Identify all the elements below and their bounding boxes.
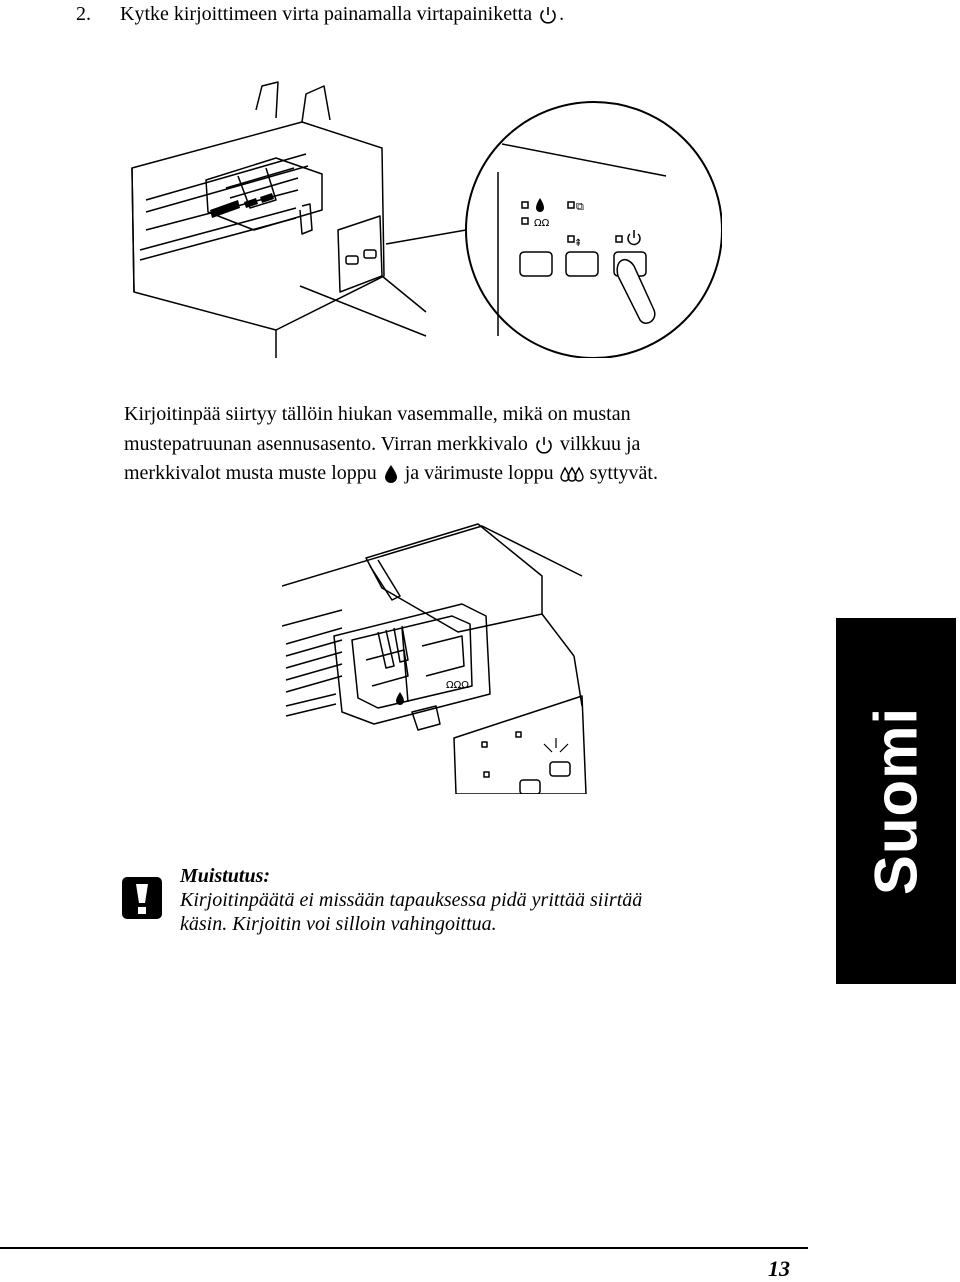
step-number: 2. [76, 3, 91, 25]
paragraph-line-2 [124, 430, 804, 460]
svg-text:ΩΩΩ: ΩΩΩ [446, 680, 469, 691]
paragraph-line-1: Kirjoitinpää siirtyy tällöin hiukan vasemmalle, mikä on mustan [124, 403, 631, 425]
description-paragraph [124, 400, 804, 489]
paragraph-line-3-c: syttyvät. [589, 462, 658, 484]
color-ink-out-icon [559, 463, 585, 485]
svg-text:⧉: ⧉ [576, 200, 584, 213]
step-text-end: . [559, 3, 565, 25]
note-line-2: käsin. Kirjoitin voi silloin vahingoittua. [180, 913, 497, 935]
language-tab [836, 618, 956, 984]
paragraph-line-3-b: ja värimuste loppu [404, 462, 554, 484]
caution-icon [120, 875, 164, 921]
page-number: 13 [768, 1256, 790, 1281]
print-head-illustration [282, 516, 592, 794]
paragraph-line-3 [124, 459, 804, 489]
note-line-1: Kirjoitinpäätä ei missään tapauksessa pidä yrittää siirtää [180, 889, 643, 911]
note-title: Muistutus: [180, 865, 271, 887]
printer-control-panel-illustration [126, 80, 722, 358]
power-light-icon [533, 434, 555, 456]
power-icon [537, 4, 559, 26]
language-tab-label: Suomi [862, 706, 930, 896]
footer-rule [0, 1247, 808, 1249]
svg-text:ΩΩ: ΩΩ [534, 218, 550, 229]
svg-text:⇞: ⇞ [574, 238, 583, 249]
step-2 [76, 0, 564, 28]
black-ink-out-icon [382, 463, 400, 485]
paragraph-line-3-a: merkkivalot musta muste loppu [124, 462, 377, 484]
paragraph-line-2-b: vilkkuu ja [559, 432, 641, 455]
step-text: Kytke kirjoittimeen virta painamalla virtapainiketta [120, 3, 533, 25]
paragraph-line-2-a: mustepatruunan asennusasento. Virran merkkivalo [124, 432, 528, 455]
caution-note [180, 864, 642, 936]
